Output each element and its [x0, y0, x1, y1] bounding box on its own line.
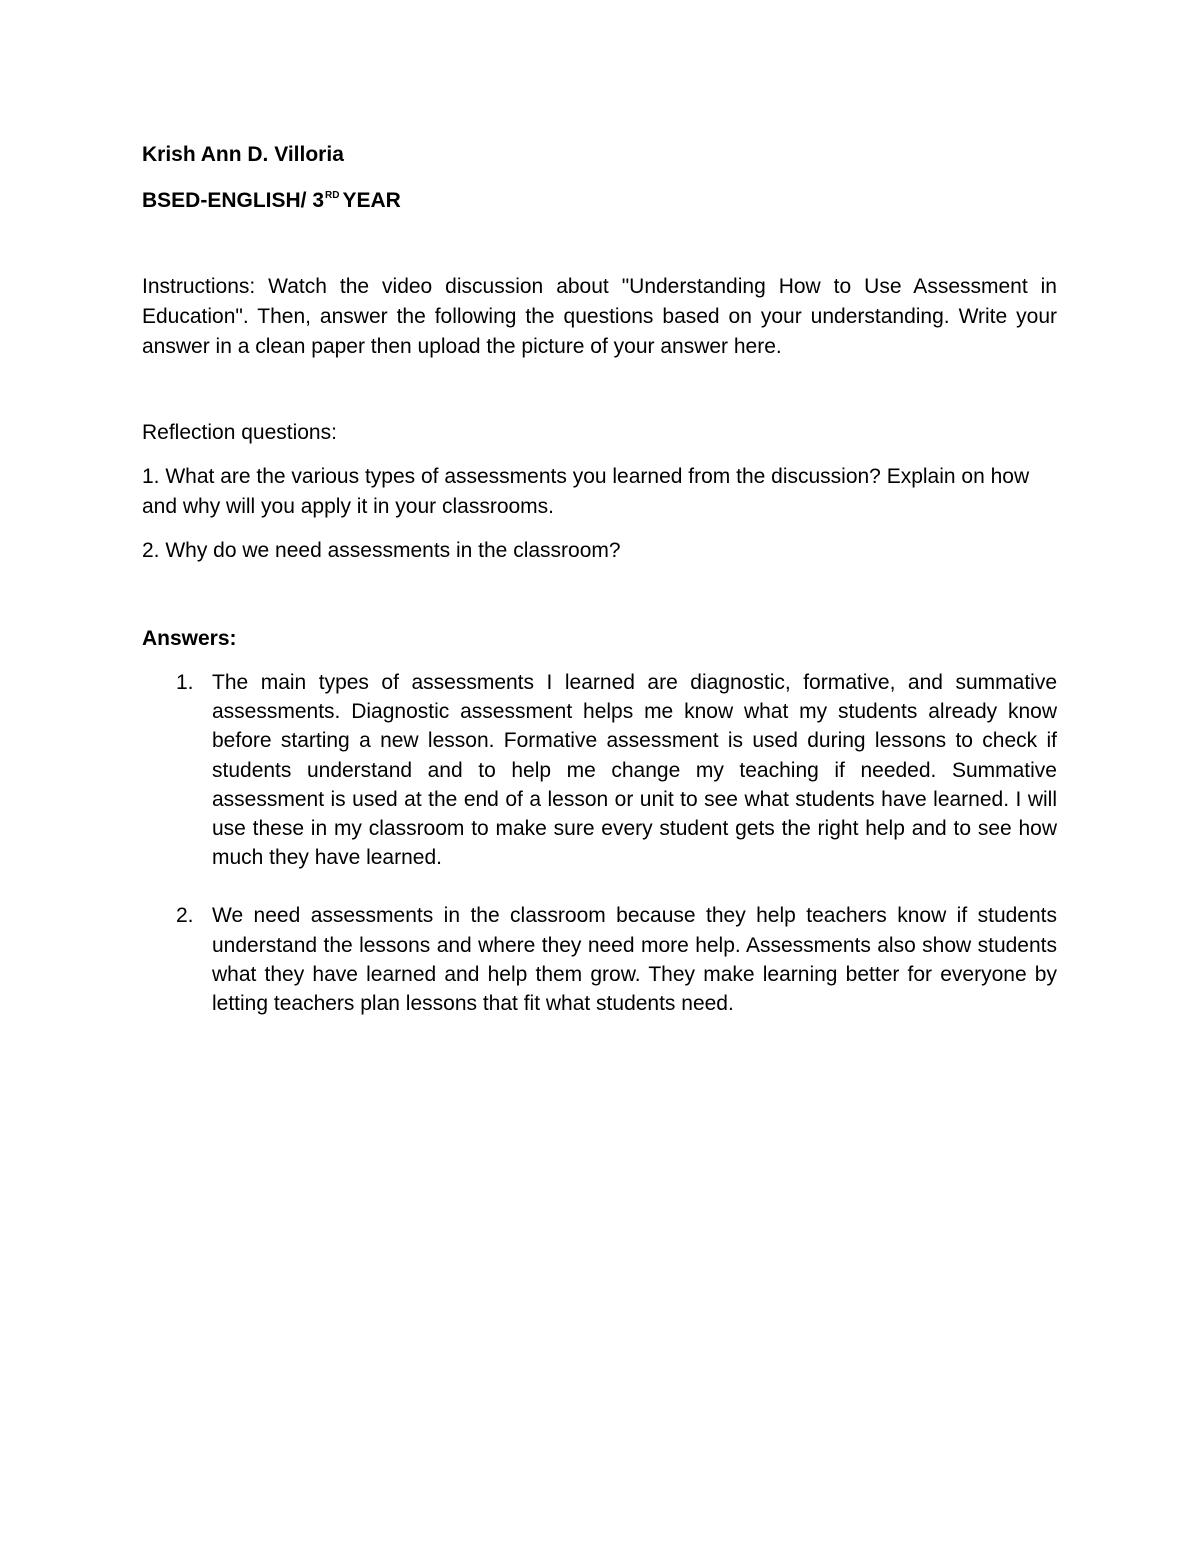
- document-content: [142, 140, 1057, 1018]
- course-year: [142, 186, 1057, 216]
- reflection-question-1: 1. What are the various types of assessments you learned from the discussion? Explain on how and why will you apply it in your classrooms.: [142, 465, 1030, 518]
- answer-text-1: The main types of assessments I learned are diagnostic, formative, and summative assessments. Diagnostic assessment helps me know what my students already know before starting a new lesson. Formative assessment is used during lessons to check if students understand and to help me change my teaching if needed. Summative assessment is used at the end of a lesson or unit to see what students have learned. I will use these in my classroom to make sure every student gets the right help and to see how much they have learned.: [212, 671, 1057, 870]
- answer-list: [142, 668, 1057, 1018]
- reflection-question-2: 2. Why do we need assessments in the classroom?: [142, 539, 621, 562]
- course-superscript: RD: [325, 190, 340, 201]
- course-suffix: YEAR: [342, 189, 401, 212]
- answer-text-2: We need assessments in the classroom because they help teachers know if students understand the lessons and where they need more help. Assessments also show students what they have learned and help them grow. They make learning better for everyone by letting teachers plan lessons that fit what students need.: [212, 904, 1057, 1016]
- student-name: Krish Ann D. Villoria: [142, 143, 344, 166]
- answer-item-2: [142, 901, 1057, 1018]
- answer-number-2: 2.: [176, 904, 194, 928]
- answer-number-1: 1.: [176, 671, 194, 694]
- reflection-heading: Reflection questions:: [142, 421, 337, 444]
- course-prefix: BSED-ENGLISH/ 3: [142, 189, 325, 212]
- answers-heading: Answers:: [142, 627, 237, 650]
- instructions-paragraph: Instructions: Watch the video discussion about "Understanding How to Use Assessment in Education". Then, answer the following the questions based on your understanding. Write your answer in a clean paper then upload the picture of your answer here.: [142, 275, 1057, 358]
- answer-item-1: [142, 668, 1057, 872]
